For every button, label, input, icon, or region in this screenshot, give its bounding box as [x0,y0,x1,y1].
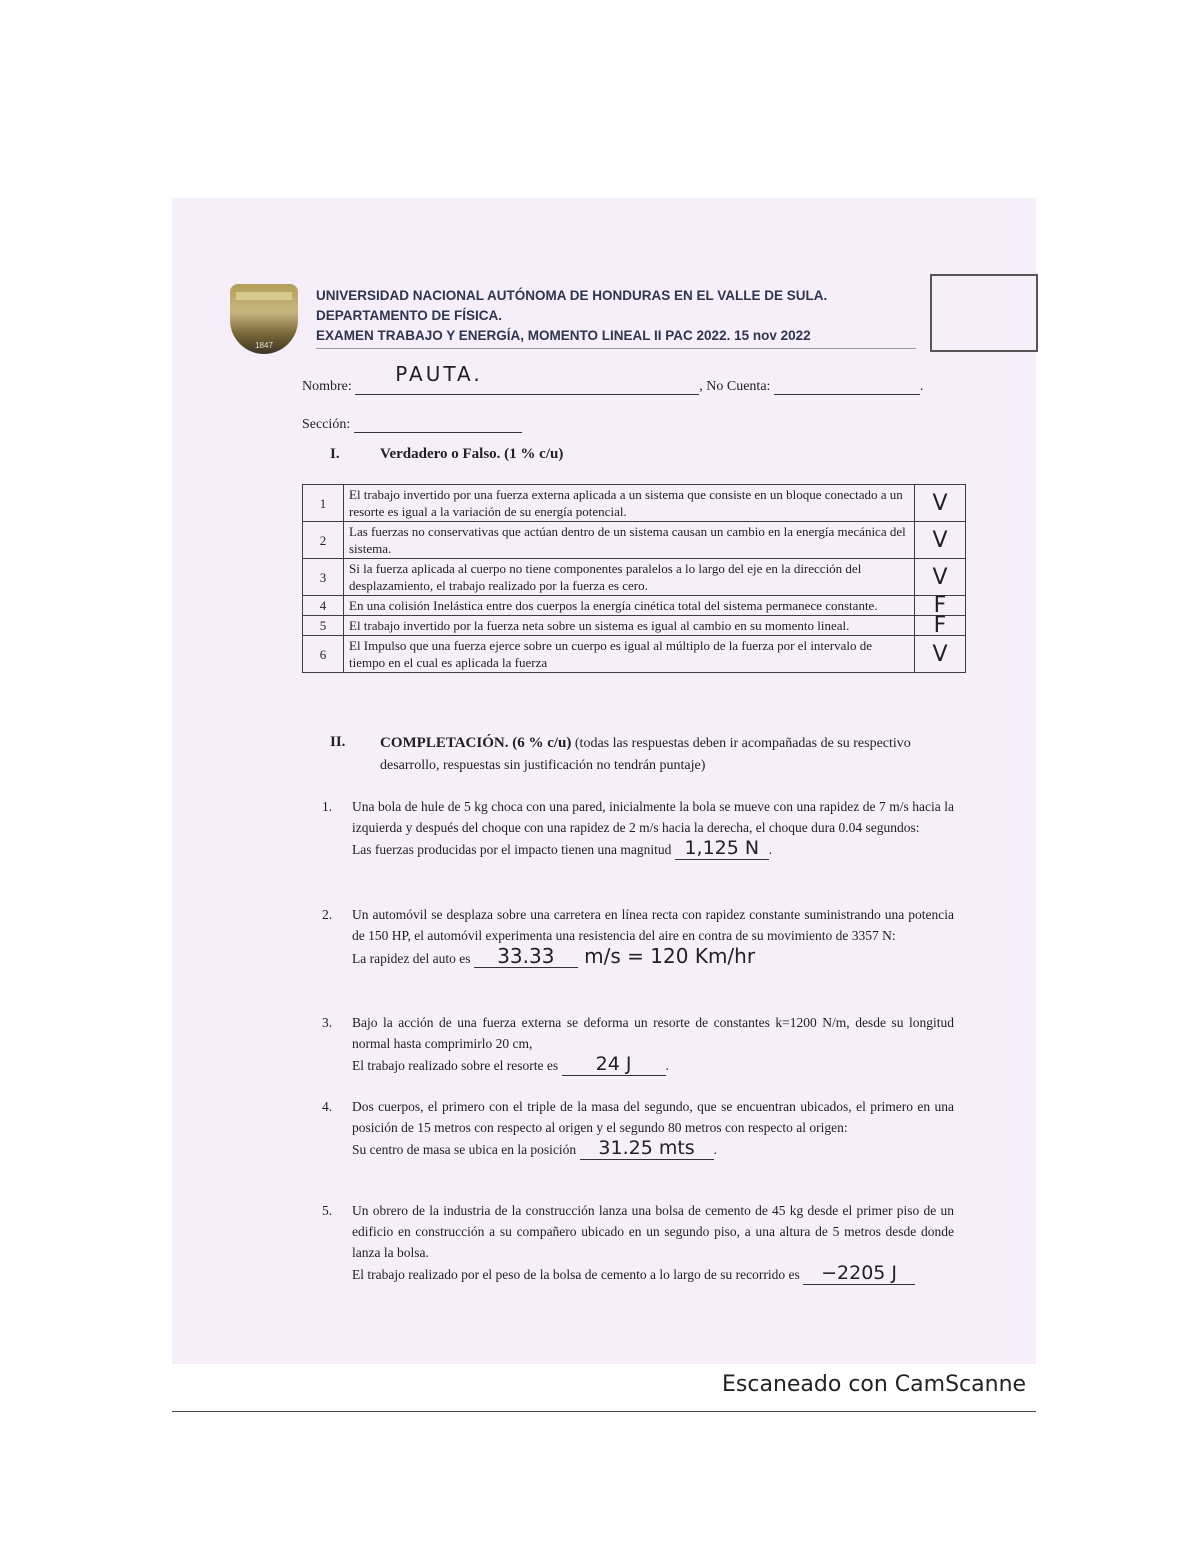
tf-answer: F [915,596,966,616]
department-name: DEPARTAMENTO DE FÍSICA. [316,308,503,323]
section-1-number: I. [330,446,340,462]
tf-answer: V [915,522,966,559]
answer-2: 33.33 [474,946,578,968]
section-1-title: Verdadero o Falso. (1 % c/u) [380,446,564,462]
answer-3: 24 J [562,1054,666,1076]
question-5: 5. Un obrero de la industria de la construcción lanza una bolsa de cemento de 45 kg desde el primer piso de un edificio en construcción a su compañero ubicado en un segundo piso, a una altura de 5 metros desde donde lanza la bolsa. El trabajo realizado por el peso de la bolsa de cemento a lo largo de su recorrido es −2205 J [322,1203,954,1284]
footer-divider [172,1411,1036,1412]
table-row: 1 El trabajo invertido por una fuerza externa aplicada a un sistema que consiste en un bloque conectado a un resorte es igual a la variación de su energía potencial. V [303,485,966,522]
answer-2-conversion: m/s = 120 Km/hr [577,944,756,968]
tf-answer: V [915,485,966,522]
table-row: 6 El Impulso que una fuerza ejerce sobre un cuerpo es igual al múltiplo de la fuerza por el intervalo de tiempo en el cual es aplicada la fuerza V [303,636,966,673]
statement: El trabajo invertido por la fuerza neta sobre un sistema es igual al cambio en su momento lineal. [344,616,915,636]
statement: El trabajo invertido por una fuerza externa aplicada a un sistema que consiste en un bloque conectado a un resorte es igual a la variación de su energía potencial. [344,485,915,522]
section-label: Sección: [302,417,351,432]
tf-answer: V [915,559,966,596]
table-row: 3 Si la fuerza aplicada al cuerpo no tiene componentes paralelos a lo largo del eje en la dirección del desplazamiento, el trabajo realizado por la fuerza es cero. V [303,559,966,596]
header-divider [316,348,916,349]
statement: Si la fuerza aplicada al cuerpo no tiene componentes paralelos a lo largo del eje en la dirección del desplazamiento, el trabajo realizado por la fuerza es cero. [344,559,915,596]
statement: Las fuerzas no conservativas que actúan dentro de un sistema causan un cambio en la energía mecánica del sistema. [344,522,915,559]
scanner-watermark: Escaneado con CamScanne [722,1372,1027,1397]
section-row [302,414,522,433]
answer-5: −2205 J [803,1263,915,1285]
name-label: Nombre: [302,379,352,394]
logo-year: 1847 [255,341,273,350]
exam-sheet [172,198,1036,1364]
answer-1: 1,125 N [675,838,769,860]
table-row: 2 Las fuerzas no conservativas que actúan dentro de un sistema causan un cambio en la energía mecánica del sistema. V [303,522,966,559]
section-2-title: COMPLETACIÓN. (6 % c/u) [380,735,572,751]
university-name: UNIVERSIDAD NACIONAL AUTÓNOMA DE HONDURAS EN EL VALLE DE SULA. [316,288,828,303]
account-field [774,376,920,395]
question-2: 2. Un automóvil se desplaza sobre una carretera en línea recta con rapidez constante suministrando una potencia de 150 HP, el automóvil experimenta una resistencia del aire en contra de su movimiento de 3357 N: La rapidez del auto es 33.33 m/s = 120 Km/hr [322,907,954,968]
section-2-intro [380,732,940,777]
name-row: Nombre: PAUTA. , No Cuenta: . [302,362,924,394]
section-field [354,414,522,433]
exam-header [316,286,827,346]
university-logo [230,284,298,354]
statement: En una colisión Inelástica entre dos cuerpos la energía cinética total del sistema permanece constante. [344,596,915,616]
tf-answer: V [915,636,966,673]
name-value: PAUTA. [395,362,483,386]
statement: El Impulso que una fuerza ejerce sobre un cuerpo es igual al múltiplo de la fuerza por el intervalo de tiempo en el cual es aplicada la fuerza [344,636,915,673]
table-row: 4 En una colisión Inelástica entre dos cuerpos la energía cinética total del sistema permanece constante. F [303,596,966,616]
section-2-note: (todas las respuestas deben ir acompañadas de su respectivo desarrollo, respuestas sin justificación no tendrán puntaje) [380,736,911,773]
question-4: 4. Dos cuerpos, el primero con el triple de la masa del segundo, que se encuentran ubicados, el primero en una posición de 15 metros con respecto al origen y el segundo 80 metros con respecto al origen: Su centro de masa se ubica en la posición 31.25 mts . [322,1099,954,1159]
table-row: 5 El trabajo invertido por la fuerza neta sobre un sistema es igual al cambio en su momento lineal. F [303,616,966,636]
logo-band [236,292,292,300]
exam-title: EXAMEN TRABAJO Y ENERGÍA, MOMENTO LINEAL II PAC 2022. 15 nov 2022 [316,328,811,343]
true-false-table [302,484,966,673]
question-1: 1. Una bola de hule de 5 kg choca con una pared, inicialmente la bola se mueve con una rapidez de 7 m/s hacia la izquierda y después del choque con una rapidez de 2 m/s hacia la derecha, el choque dura 0.04 segundos: Las fuerzas producidas por el impacto tienen una magnitud 1,125 N . [322,799,954,859]
question-3: 3. Bajo la acción de una fuerza externa se deforma un resorte de constantes k=1200 N/m, desde su longitud normal hasta comprimirlo 20 cm, El trabajo realizado sobre el resorte es 24 J . [322,1015,954,1075]
account-label: , No Cuenta: [699,379,771,394]
tf-answer: F [915,616,966,636]
grade-box [930,274,1038,352]
answer-4: 31.25 mts [580,1138,714,1160]
section-2-number: II. [330,734,346,750]
